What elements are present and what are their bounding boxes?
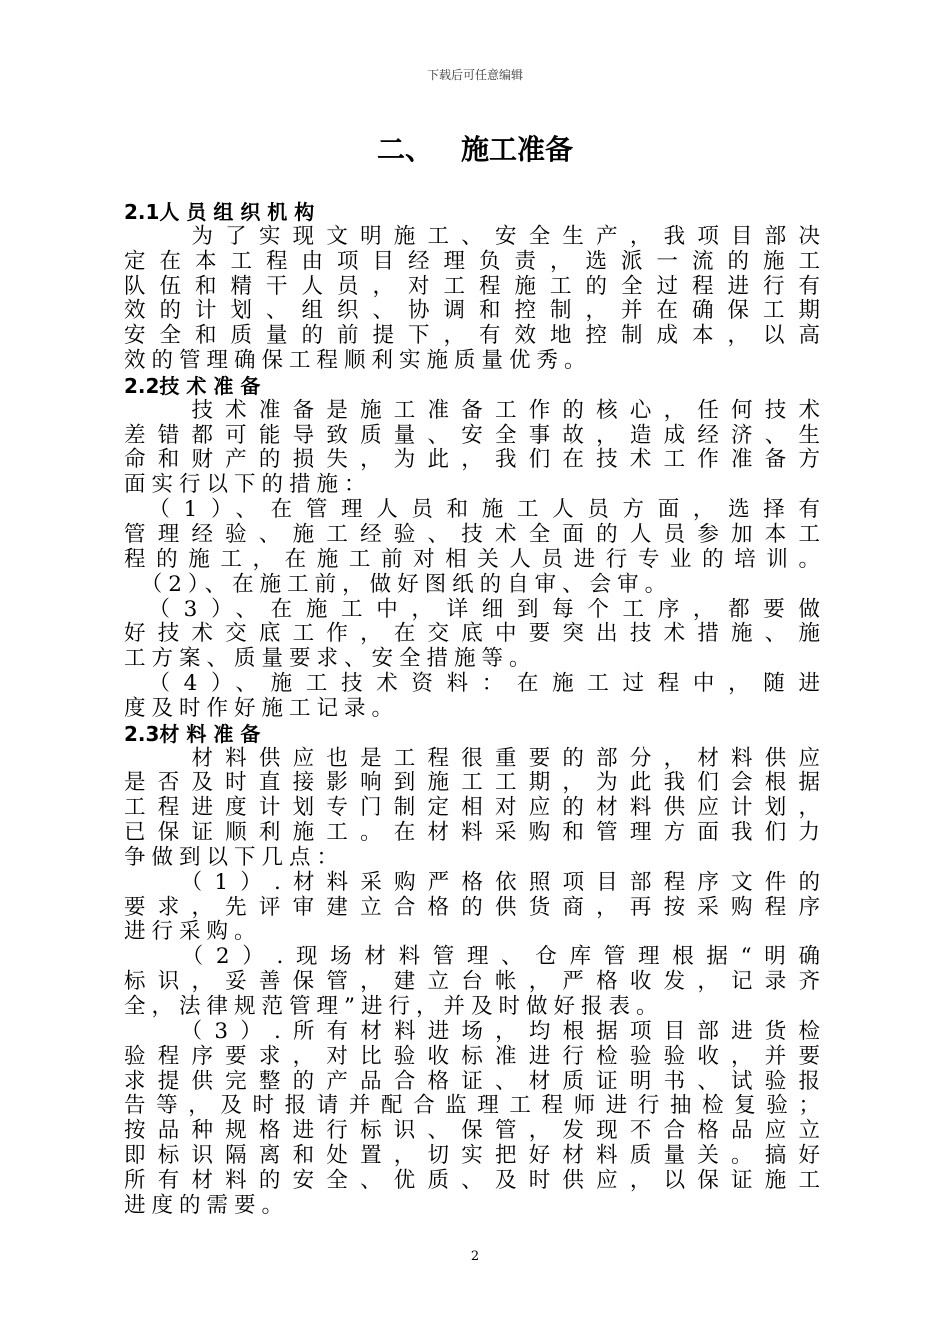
paragraph-line: 好技术交底工作，在交底中要突出技术措施、施 [124, 621, 820, 647]
paragraph-line: 是否及时直接影响到施工工期，为此我们会根据 [124, 770, 820, 796]
title-text: 施工准备 [461, 133, 574, 166]
title-number: 二、 [376, 133, 433, 166]
paragraph-line: 告等，及时报请并配合监理工程师进行抽检复验； [124, 1093, 820, 1119]
paragraph-line: 验程序要求，对比验收标准进行检验验收，并要 [124, 1043, 820, 1069]
paragraph-line: 技术准备是施工准备工作的核心，任何技术 [124, 397, 820, 423]
paragraph-line: 工程进度计划专门制定相对应的材料供应计划， [124, 795, 820, 821]
paragraph-line: 效的管理确保工程顺利实施质量优秀。 [124, 348, 592, 374]
paragraph-line: 定在本工程由项目经理负责，选派一流的施工 [124, 248, 820, 274]
paragraph-line: 要求，先评审建立合格的供货商，再按采购程序 [124, 894, 820, 920]
paragraph-line: （1）.材料采购严格依照项目部程序文件的 [124, 869, 820, 895]
document-body [124, 200, 820, 1219]
paragraph-line: 队伍和精干人员，对工程施工的全过程进行有 [124, 273, 820, 299]
page-number: 2 [470, 1249, 480, 1264]
paragraph-line: （4）、施工技术资料：在施工过程中，随进 [124, 671, 820, 697]
paragraph-line: 效的计划、组织、协调和控制，并在确保工期 [124, 298, 820, 324]
paragraph-line: 标识，妥善保管，建立台帐，严格收发，记录齐 [124, 969, 820, 995]
paragraph-line: 全，法律规范管理”进行，并及时做好报表。 [124, 994, 664, 1019]
paragraph-line: 度及时作好施工记录。 [124, 695, 400, 721]
paragraph-line: （3）、在施工中，详细到每个工序，都要做 [124, 596, 820, 622]
paragraph-line: （2）.现场材料管理、仓库管理根据“明确 [124, 944, 820, 970]
paragraph-line: 面实行以下的措施： [124, 472, 372, 498]
paragraph-line: 按品种规格进行标识、保管，发现不合格品应立 [124, 1118, 820, 1144]
paragraph-line: 安全和质量的前提下，有效地控制成本，以高 [124, 323, 820, 349]
paragraph-line: 差错都可能导致质量、安全事故，造成经济、生 [124, 422, 820, 448]
paragraph-line: 求提供完整的产品合格证、材质证明书、试验报 [124, 1068, 820, 1094]
page-header: 下载后可任意编辑 [426, 68, 523, 82]
paragraph-line: 所有材料的安全、优质、及时供应，以保证施工 [124, 1167, 820, 1193]
paragraph-line: 工方案、质量要求、安全措施等。 [124, 646, 537, 672]
section-heading: 2.1人 员 组 织 机 构 [124, 200, 315, 224]
paragraph-line: 命和财产的损失，为此，我们在技术工作准备方 [124, 447, 820, 473]
paragraph-line: 进行采购。 [124, 919, 262, 945]
paragraph-line: 进度的需要。 [124, 1192, 290, 1218]
paragraph-line: 为了实现文明施工、安全生产，我项目部决 [124, 223, 820, 249]
paragraph-line: 争做到以下几点： [124, 844, 345, 870]
paragraph-line: （2）、在施工前，做好图纸的自审、会审。 [124, 571, 673, 597]
paragraph-line: 已保证顺利施工。在材料采购和管理方面我们力 [124, 820, 820, 846]
paragraph-line: 即标识隔离和处置，切实把好材料质量关。搞好 [124, 1143, 820, 1169]
section-heading: 2.3材 料 准 备 [124, 721, 261, 746]
page-title [0, 128, 950, 168]
section-heading: 2.2技 术 准 备 [124, 373, 261, 398]
paragraph-line: 管理经验、施工经验、技术全面的人员参加本工 [124, 521, 820, 547]
paragraph-line: （1）、在管理人员和施工人员方面，选择有 [124, 497, 820, 523]
paragraph-line: 材料供应也是工程很重要的部分，材料供应 [124, 745, 820, 771]
paragraph-line: 程的施工，在施工前对相关人员进行专业的培训。 [124, 546, 820, 572]
paragraph-line: （3）.所有材料进场，均根据项目部进货检 [124, 1018, 820, 1044]
